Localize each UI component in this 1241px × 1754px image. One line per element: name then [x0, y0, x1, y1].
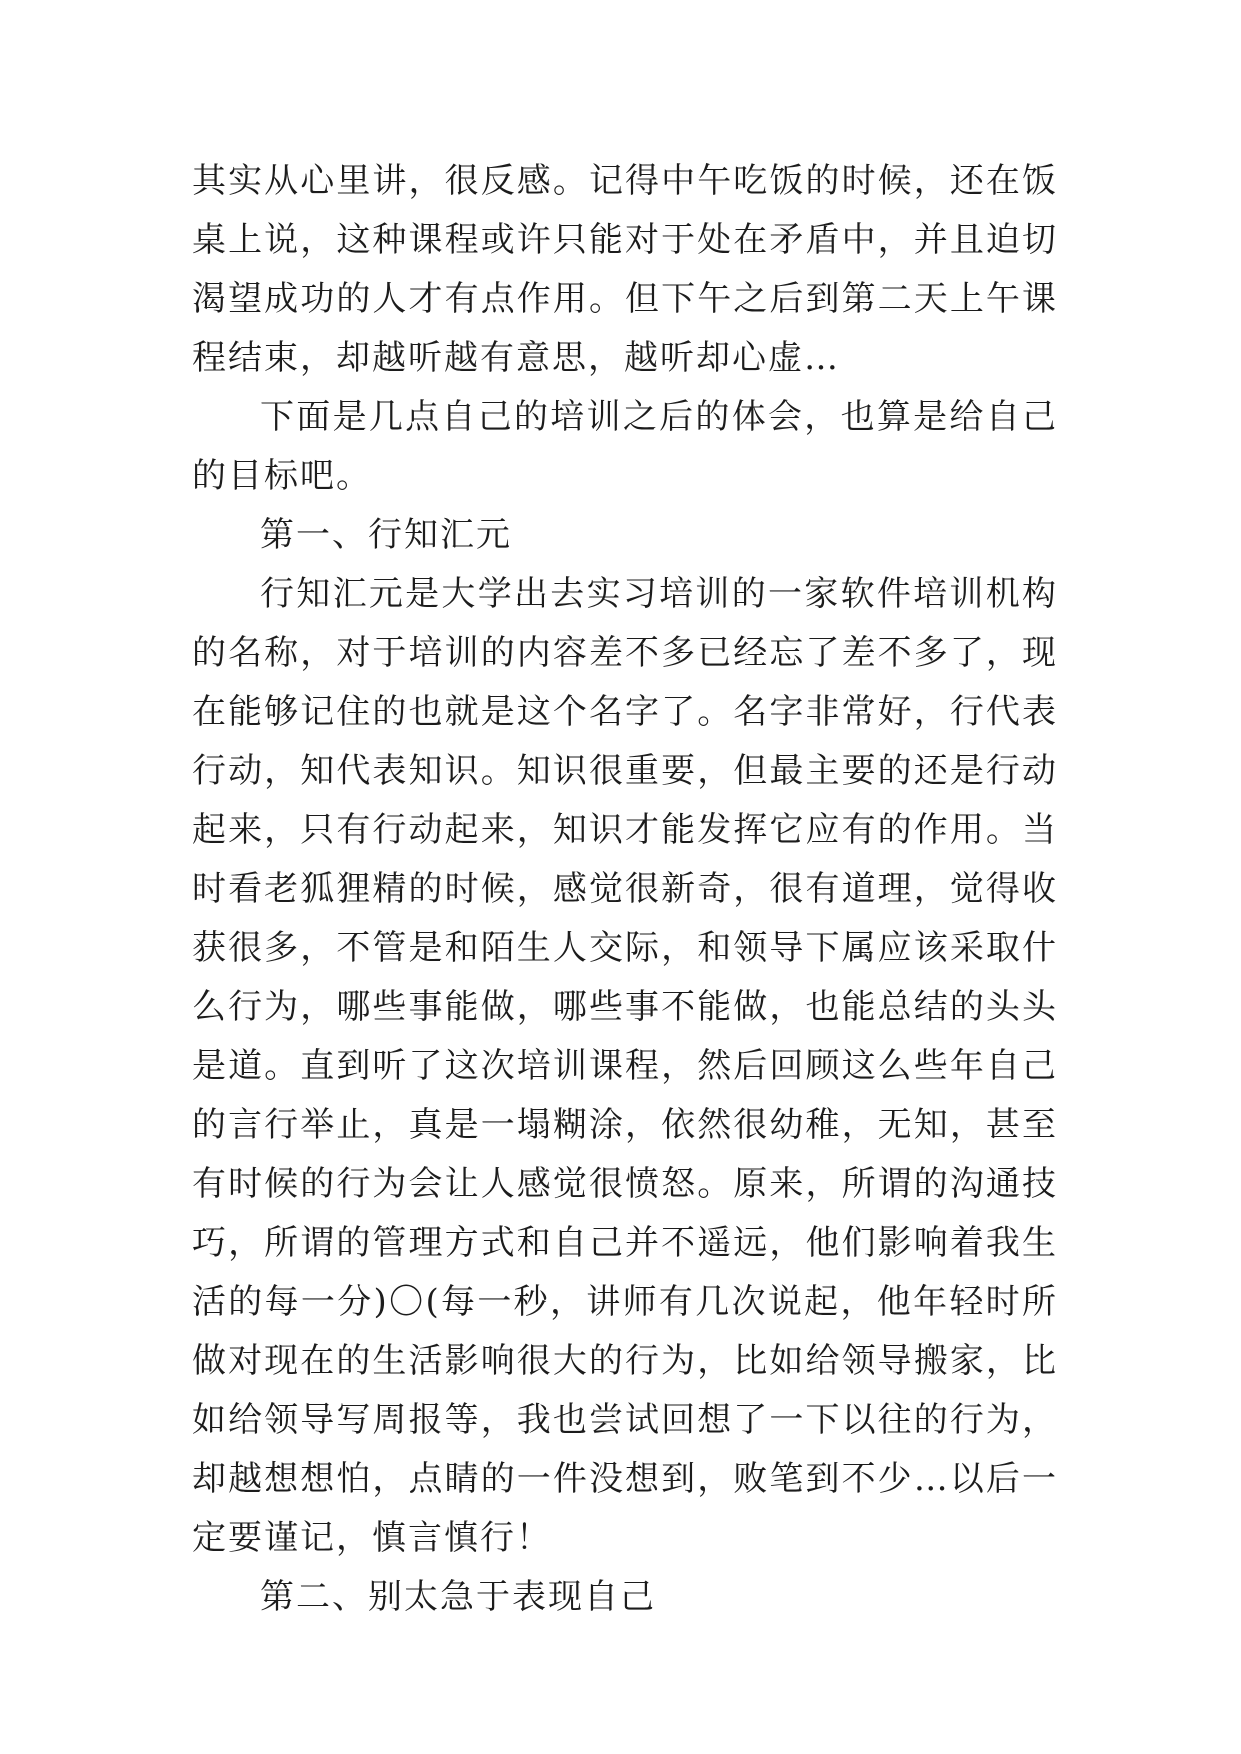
section-heading-1: 第一、行知汇元: [260, 515, 512, 555]
section-heading-2: 第二、别太急于表现自己: [260, 1577, 656, 1617]
paragraph-section-1: 行知汇元是大学出去实习培训的一家软件培训机构的名称，对于培训的内容差不多已经忘了差不多了，现在能够记住的也就是这个名字了。名字非常好，行代表行动，知代表知识。知识很重要，但最主要的还是行动起来，只有行动起来，知识才能发挥它应有的作用。当时看老狐狸精的时候，感觉很新奇，很有道理，觉得收获很多，不管是和陌生人交际，和领导下属应该采取什么行为，哪些事能做，哪些事不能做，也能总结的头头是道。直到听了这次培训课程，然后回顾这么些年自己的言行举止，真是一塌糊涂，依然很幼稚，无知，甚至有时候的行为会让人感觉很愤怒。原来，所谓的沟通技巧，所谓的管理方式和自己并不遥远，他们影响着我生活的每一分)〇(每一秒，讲师有几次说起，他年轻时所做对现在的生活影响很大的行为，比如给领导搬家，比如给领导写周报等，我也尝试回想了一下以往的行为，却越想想怕，点睛的一件没想到，败笔到不少…以后一定要谨记，慎言慎行！: [192, 574, 1058, 1558]
paragraph-intro: 其实从心里讲，很反感。记得中午吃饭的时候，还在饭桌上说，这种课程或许只能对于处在矛盾中，并且迫切渴望成功的人才有点作用。但下午之后到第二天上午课程结束，却越听越有意思，越听却心虚…: [192, 161, 1058, 378]
paragraph-summary: 下面是几点自己的培训之后的体会，也算是给自己的目标吧。: [192, 397, 1058, 496]
document-body: [192, 152, 1058, 1627]
